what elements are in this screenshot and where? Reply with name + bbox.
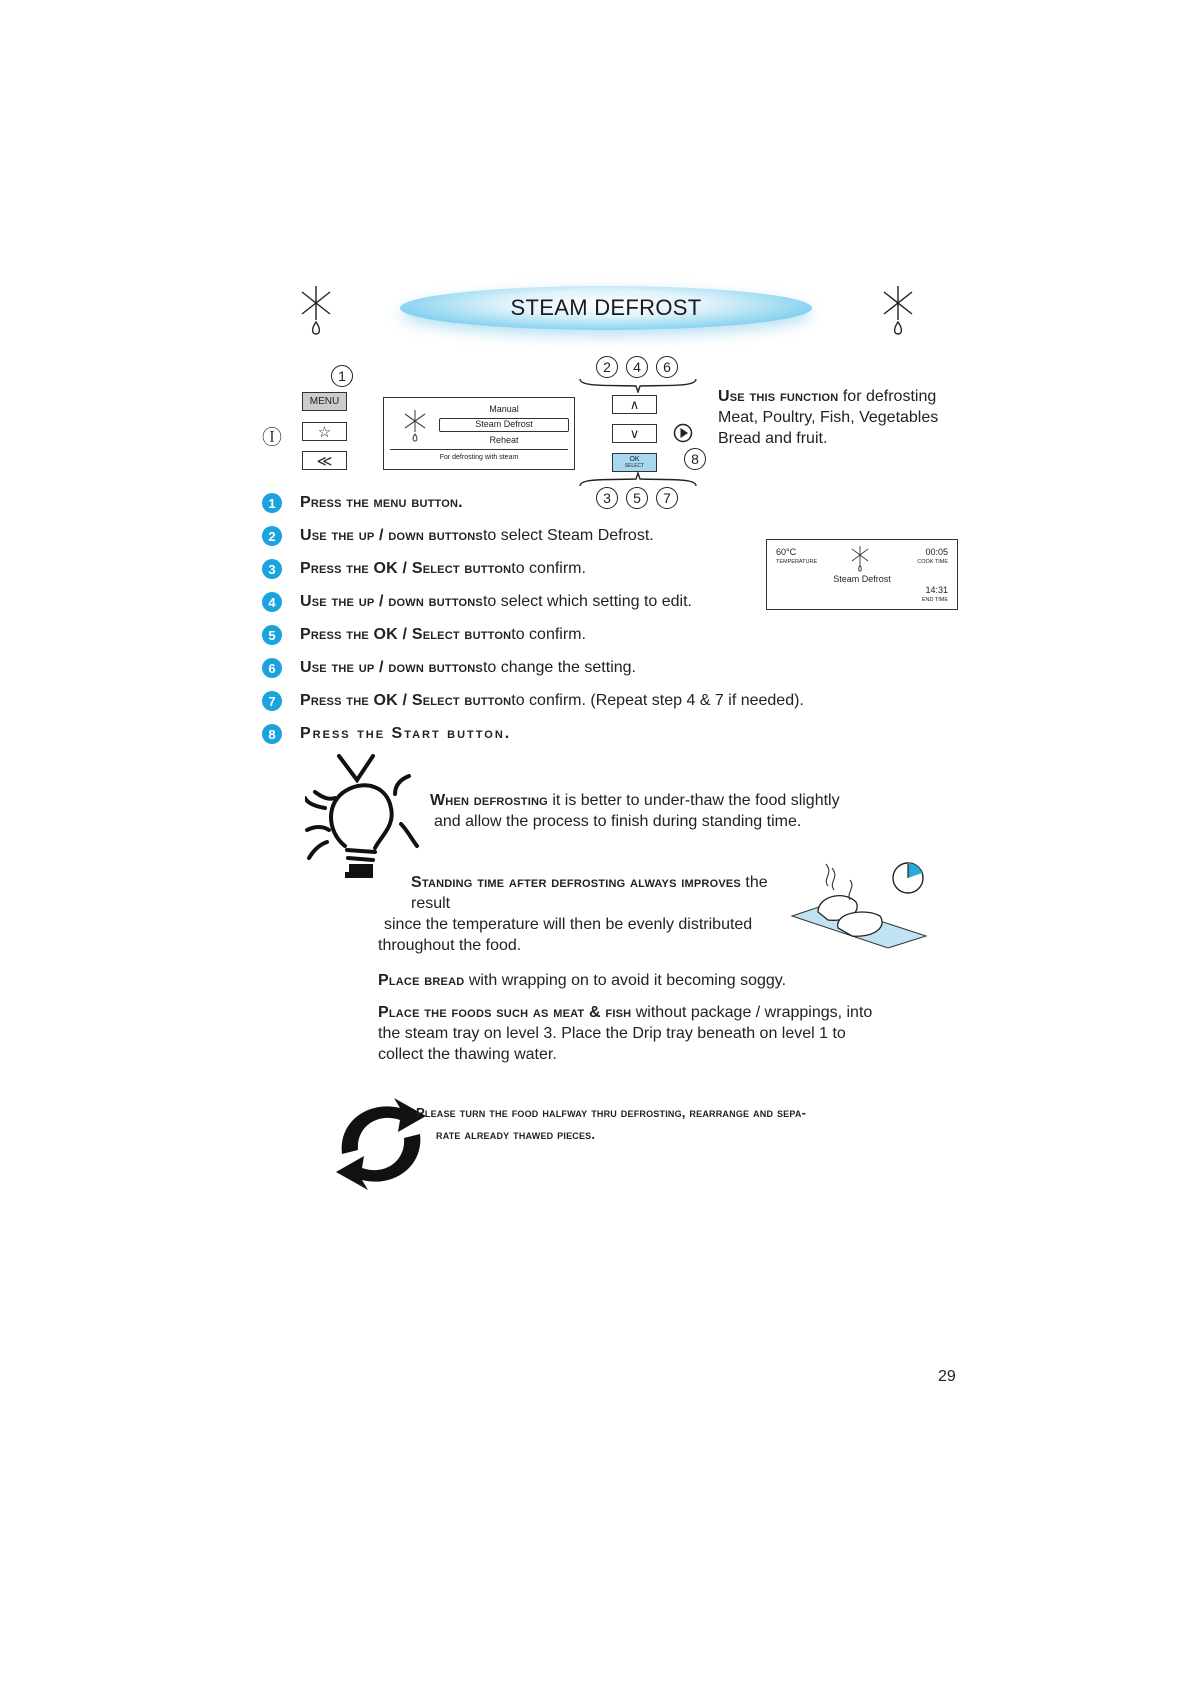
step-lead: Press the Start button.: [300, 725, 512, 742]
step-5: [262, 623, 586, 647]
callout-5: 5: [626, 487, 648, 509]
intro-text: Use this function for defrosting Meat, Poultry, Fish, Vegetables Bread and fruit.: [718, 388, 939, 447]
menu-button[interactable]: MENU: [302, 392, 347, 411]
select-label: SELECT: [624, 462, 645, 469]
snowflake-icon: [849, 544, 871, 574]
ok-label: OK: [629, 455, 640, 463]
step-number: 7: [262, 691, 282, 711]
mode-label: Steam Defrost: [833, 574, 891, 584]
end-time-value: 14:31: [925, 585, 948, 595]
step-8: [262, 722, 511, 746]
temperature-label: TEMPERATURE: [776, 559, 818, 565]
step-text: to change the setting.: [482, 659, 636, 676]
step-lead: Use the up / down buttons: [300, 593, 483, 610]
step-lead: Press the OK / Select button: [300, 560, 512, 577]
foods-instruction: Place the foods such as meat & fish without package / wrappings, into the steam tray on level 3. Place the Drip tray beneath on level 1 to collect the thawing water.: [378, 1004, 873, 1063]
tip-defrosting: When defrosting it is better to under-thaw the food slightly and allow the process to finish during standing time.: [430, 792, 840, 830]
up-button[interactable]: ∧: [612, 395, 657, 414]
step-4: [262, 590, 692, 614]
step-number: 8: [262, 724, 282, 744]
callout-group-down: [596, 487, 678, 509]
brace-up: [578, 377, 698, 393]
callout-8: 8: [684, 448, 706, 470]
ok-select-button[interactable]: [612, 453, 657, 472]
favourite-button[interactable]: ☆: [302, 422, 347, 441]
menu-item-steam-defrost: Steam Defrost: [439, 418, 569, 432]
menu-item-manual: Manual: [489, 404, 519, 414]
lightbulb-icon: [305, 754, 425, 884]
cook-time-value: 00:05: [925, 547, 948, 557]
foods-lead: Place the foods such as meat & fish: [378, 1004, 632, 1021]
intro-lead: Use this function: [718, 388, 839, 405]
turn-line-2: rate already thawed pieces.: [436, 1127, 596, 1142]
back-button[interactable]: ≪: [302, 451, 347, 470]
step-number: 2: [262, 526, 282, 546]
brace-down: [578, 472, 698, 488]
callout-2: 2: [596, 356, 618, 378]
tip-standing-lead: Standing time after defrosting always improves: [411, 874, 741, 891]
callout-7: 7: [656, 487, 678, 509]
menu-hint: For defrosting with steam: [439, 454, 519, 461]
step-7: [262, 689, 804, 713]
step-text: to select Steam Defrost.: [482, 527, 654, 544]
end-time-label: END TIME: [921, 597, 948, 603]
temperature-value: 60°C: [776, 547, 797, 557]
power-icon[interactable]: Ⓘ: [262, 427, 282, 449]
page-number: 29: [938, 1368, 956, 1385]
step-text: to confirm. (Repeat step 4 & 7 if needed).: [511, 692, 804, 709]
step-number: 1: [262, 493, 282, 513]
step-number: 3: [262, 559, 282, 579]
step-6: [262, 656, 636, 680]
menu-item-reheat: Reheat: [489, 435, 519, 445]
tip-defrosting-lead: When defrosting: [430, 792, 548, 809]
step-lead: Press the OK / Select button: [300, 626, 512, 643]
snowflake-icon-right: [878, 284, 918, 336]
step-3: [262, 557, 586, 581]
step-2: [262, 524, 654, 548]
bread-instruction: Place bread with wrapping on to avoid it becoming soggy.: [378, 972, 787, 989]
callout-4: 4: [626, 356, 648, 378]
turn-line-1: Please turn the food halfway thru defrosting, rearrange and sepa-: [416, 1105, 807, 1120]
step-number: 6: [262, 658, 282, 678]
step-lead: Use the up / down buttons: [300, 659, 483, 676]
step-text: to select which setting to edit.: [482, 593, 692, 610]
step-text: to confirm.: [511, 626, 586, 643]
menu-display: [383, 397, 575, 470]
status-display: [766, 539, 958, 610]
step-lead: Press the OK / Select button: [300, 692, 512, 709]
step-text: to confirm.: [511, 560, 586, 577]
step-lead: Use the up / down buttons: [300, 527, 483, 544]
tip-standing-time: Standing time after defrosting always improves the result since the temperature will then be evenly distributed throughout the food.: [378, 874, 768, 954]
callout-6: 6: [656, 356, 678, 378]
page-title: STEAM DEFROST: [400, 286, 812, 330]
start-button[interactable]: [673, 423, 693, 443]
turn-food-instruction: [416, 1102, 806, 1146]
callout-group-up: [596, 356, 678, 378]
step-number: 5: [262, 625, 282, 645]
step-lead: Press the menu button.: [300, 494, 463, 511]
down-button[interactable]: ∨: [612, 424, 657, 443]
snowflake-icon: [402, 408, 428, 444]
step-number: 4: [262, 592, 282, 612]
cook-time-label: COOK TIME: [917, 559, 948, 565]
step-1: [262, 491, 463, 515]
callout-3: 3: [596, 487, 618, 509]
thawing-food-illustration: [788, 856, 930, 950]
snowflake-icon-left: [296, 284, 336, 336]
callout-1: 1: [331, 365, 353, 387]
bread-lead: Place bread: [378, 972, 465, 989]
